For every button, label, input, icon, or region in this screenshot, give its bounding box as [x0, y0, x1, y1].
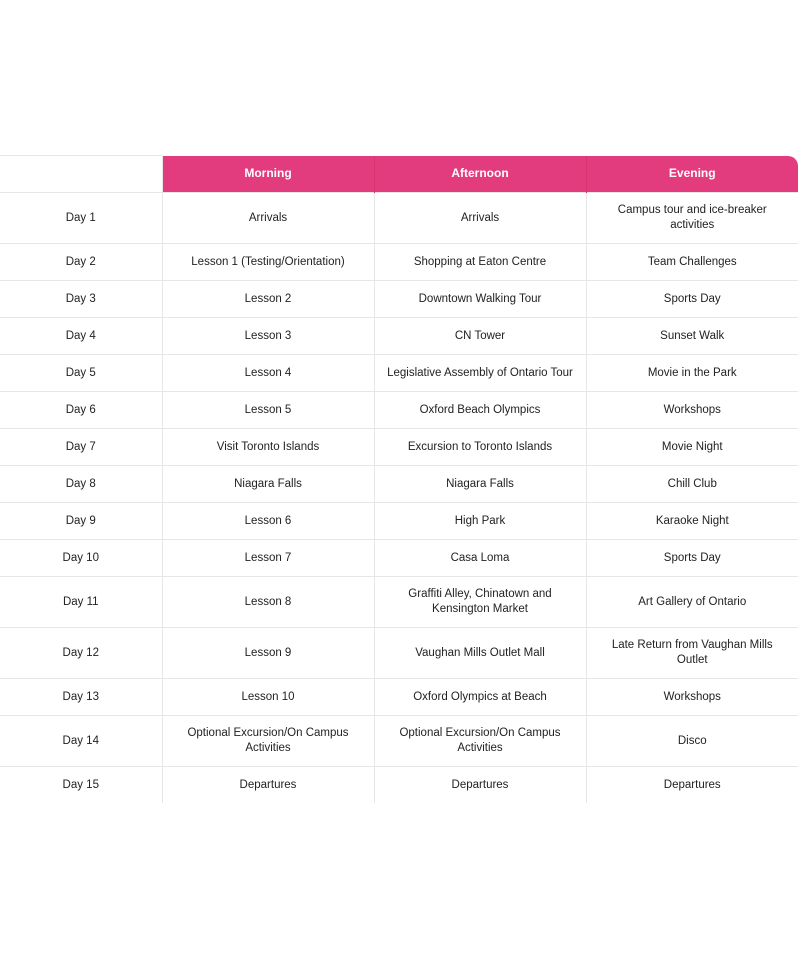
- morning-cell: Lesson 6: [162, 503, 374, 540]
- evening-cell: Campus tour and ice-breaker activities: [586, 193, 798, 244]
- day-label: Day 12: [0, 628, 162, 679]
- table-row: [0, 503, 798, 540]
- afternoon-cell: Graffiti Alley, Chinatown and Kensington Market: [374, 577, 586, 628]
- header-corner-cell: [0, 156, 162, 193]
- day-label: Day 6: [0, 392, 162, 429]
- evening-cell: Workshops: [586, 392, 798, 429]
- day-label: Day 5: [0, 355, 162, 392]
- morning-cell: Lesson 7: [162, 540, 374, 577]
- morning-cell: Lesson 4: [162, 355, 374, 392]
- table-row: [0, 281, 798, 318]
- morning-cell: Visit Toronto Islands: [162, 429, 374, 466]
- table-row: [0, 679, 798, 716]
- table-row: [0, 193, 798, 244]
- day-label: Day 14: [0, 716, 162, 767]
- evening-cell: Sports Day: [586, 281, 798, 318]
- day-label: Day 7: [0, 429, 162, 466]
- afternoon-cell: Arrivals: [374, 193, 586, 244]
- afternoon-cell: Departures: [374, 767, 586, 804]
- evening-cell: Art Gallery of Ontario: [586, 577, 798, 628]
- day-label: Day 8: [0, 466, 162, 503]
- table-row: [0, 429, 798, 466]
- afternoon-cell: Vaughan Mills Outlet Mall: [374, 628, 586, 679]
- afternoon-cell: Niagara Falls: [374, 466, 586, 503]
- day-label: Day 13: [0, 679, 162, 716]
- evening-cell: Team Challenges: [586, 244, 798, 281]
- day-label: Day 11: [0, 577, 162, 628]
- morning-cell: Lesson 2: [162, 281, 374, 318]
- evening-cell: Karaoke Night: [586, 503, 798, 540]
- evening-cell: Disco: [586, 716, 798, 767]
- day-label: Day 3: [0, 281, 162, 318]
- afternoon-cell: Casa Loma: [374, 540, 586, 577]
- table-row: [0, 466, 798, 503]
- evening-cell: Sports Day: [586, 540, 798, 577]
- schedule-table: [0, 155, 798, 803]
- day-label: Day 15: [0, 767, 162, 804]
- evening-cell: Movie in the Park: [586, 355, 798, 392]
- day-label: Day 9: [0, 503, 162, 540]
- header-afternoon: Afternoon: [374, 156, 586, 193]
- afternoon-cell: CN Tower: [374, 318, 586, 355]
- table-row: [0, 767, 798, 804]
- morning-cell: Lesson 10: [162, 679, 374, 716]
- table-body: [0, 193, 798, 804]
- table-row: [0, 628, 798, 679]
- header-evening: Evening: [586, 156, 798, 193]
- afternoon-cell: Legislative Assembly of Ontario Tour: [374, 355, 586, 392]
- evening-cell: Late Return from Vaughan Mills Outlet: [586, 628, 798, 679]
- day-label: Day 2: [0, 244, 162, 281]
- header-morning: Morning: [162, 156, 374, 193]
- table-row: [0, 244, 798, 281]
- table-row: [0, 716, 798, 767]
- evening-cell: Workshops: [586, 679, 798, 716]
- day-label: Day 10: [0, 540, 162, 577]
- afternoon-cell: Oxford Beach Olympics: [374, 392, 586, 429]
- evening-cell: Departures: [586, 767, 798, 804]
- afternoon-cell: Excursion to Toronto Islands: [374, 429, 586, 466]
- table-row: [0, 392, 798, 429]
- morning-cell: Lesson 5: [162, 392, 374, 429]
- day-label: Day 4: [0, 318, 162, 355]
- morning-cell: Optional Excursion/On Campus Activities: [162, 716, 374, 767]
- morning-cell: Arrivals: [162, 193, 374, 244]
- evening-cell: Chill Club: [586, 466, 798, 503]
- day-label: Day 1: [0, 193, 162, 244]
- header-row: [0, 156, 798, 193]
- morning-cell: Niagara Falls: [162, 466, 374, 503]
- table-header: [0, 156, 798, 193]
- morning-cell: Departures: [162, 767, 374, 804]
- morning-cell: Lesson 3: [162, 318, 374, 355]
- table-row: [0, 355, 798, 392]
- evening-cell: Movie Night: [586, 429, 798, 466]
- morning-cell: Lesson 9: [162, 628, 374, 679]
- morning-cell: Lesson 8: [162, 577, 374, 628]
- afternoon-cell: Optional Excursion/On Campus Activities: [374, 716, 586, 767]
- morning-cell: Lesson 1 (Testing/Orientation): [162, 244, 374, 281]
- afternoon-cell: Oxford Olympics at Beach: [374, 679, 586, 716]
- table-row: [0, 540, 798, 577]
- table-row: [0, 318, 798, 355]
- afternoon-cell: High Park: [374, 503, 586, 540]
- afternoon-cell: Downtown Walking Tour: [374, 281, 586, 318]
- evening-cell: Sunset Walk: [586, 318, 798, 355]
- table-row: [0, 577, 798, 628]
- afternoon-cell: Shopping at Eaton Centre: [374, 244, 586, 281]
